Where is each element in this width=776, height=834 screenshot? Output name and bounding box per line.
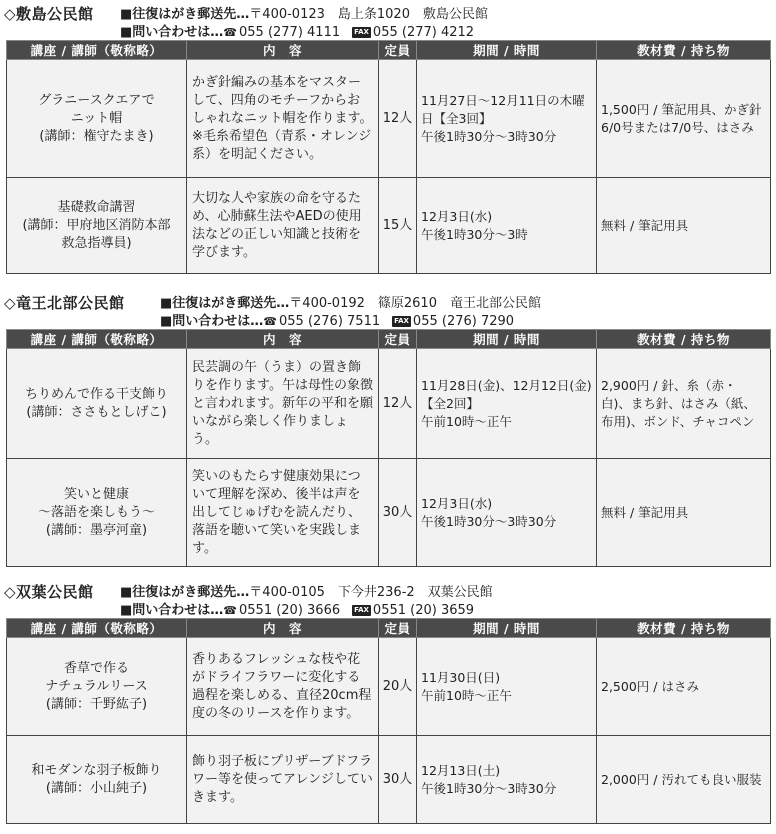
col-header-course: 講座 / 講師（敬称略） [7,619,187,638]
table-row [7,178,771,274]
col-header-content: 内 容 [187,330,379,349]
col-header-period: 期間 / 時間 [417,41,597,60]
course-table [6,329,771,567]
table-header-row [7,619,771,638]
phone-icon: ☎ [223,26,237,39]
period-cell: 11月28日(金)、12月12日(金)【全2回】 午前10時～正午 [417,349,597,459]
capacity-cell: 12人 [379,349,417,459]
capacity-cell: 30人 [379,459,417,567]
section-header [0,0,776,40]
inquiry-label: ■問い合わせは… [120,25,224,40]
section-ryuo-hokubu [0,289,776,556]
fee-cell: 無料 / 筆記用具 [597,459,771,567]
col-header-content: 内 容 [187,41,379,60]
fee-cell: 2,900円 / 針、糸（赤・白)、まち針、はさみ（紙、布用)、ボンド、チャコペン [597,349,771,459]
col-header-capacity: 定員 [379,41,417,60]
capacity-cell: 12人 [379,60,417,178]
inquiry-line [160,310,514,329]
fax-number: 055 (276) 7290 [412,314,515,329]
mail-address [120,581,493,600]
section-title: ◇双葉公民館 [4,583,94,601]
capacity-cell: 15人 [379,178,417,274]
col-header-period: 期間 / 時間 [417,330,597,349]
course-cell: グラニースクエアで ニット帽 (講師：権守たまき) [7,60,187,178]
table-row [7,736,771,824]
course-cell: 和モダンな羽子板飾り (講師：小山純子) [7,736,187,824]
col-header-course: 講座 / 講師（敬称略） [7,330,187,349]
inquiry-label: ■問い合わせは… [160,314,264,329]
course-table [6,40,771,274]
period-cell: 12月13日(土) 午後1時30分～3時30分 [417,736,597,824]
phone-icon: ☎ [223,604,237,617]
mail-label: ■往復はがき郵送先… [120,7,250,22]
course-table [6,618,771,824]
mail-label: ■往復はがき郵送先… [120,585,250,600]
fax-icon: FAX [354,606,369,614]
fee-cell: 2,500円 / はさみ [597,638,771,736]
content-cell: 飾り羽子板にプリザーブドフラワー等を使ってアレンジしていきます。 [187,736,379,824]
fee-cell: 1,500円 / 筆記用具、かぎ針6/0号または7/0号、はさみ [597,60,771,178]
capacity-cell: 30人 [379,736,417,824]
col-header-fee: 教材費 / 持ち物 [597,41,771,60]
content-cell: 民芸調の午（うま）の置き飾りを作ります。午は母性の象徴と言われます。新年の平和を願いながら楽しく作りましょう。 [187,349,379,459]
fax-number: 0551 (20) 3659 [372,603,475,618]
course-cell: 香草で作る ナチュラルリース (講師：千野紘子) [7,638,187,736]
col-header-fee: 教材費 / 持ち物 [597,619,771,638]
table-row [7,638,771,736]
tel-number: 055 (277) 4111 [239,25,341,40]
content-cell: かぎ針編みの基本をマスターして、四角のモチーフからおしゃれなニット帽を作ります。 ※毛糸希望色（青系・オレンジ系）を明記ください。 [187,60,379,178]
fee-cell: 2,000円 / 汚れても良い服装 [597,736,771,824]
mail-label: ■往復はがき郵送先… [160,296,290,311]
fax-icon: FAX [394,317,409,325]
period-cell: 11月30日(日) 午前10時～正午 [417,638,597,736]
inquiry-line [120,21,474,40]
phone-icon: ☎ [263,315,277,328]
table-row [7,349,771,459]
table-header-row [7,41,771,60]
col-header-capacity: 定員 [379,619,417,638]
section-futaba [0,578,776,805]
course-cell: 笑いと健康 ～落語を楽しもう～ (講師：墨亭河童) [7,459,187,567]
mail-address-text: 〒400-0105 下今井236-2 双葉公民館 [249,585,493,600]
course-cell: 基礎救命講習 (講師：甲府地区消防本部 救急指導員) [7,178,187,274]
col-header-course: 講座 / 講師（敬称略） [7,41,187,60]
period-cell: 12月3日(水) 午後1時30分～3時 [417,178,597,274]
table-row [7,459,771,567]
course-cell: ちりめんで作る干支飾り (講師：ささもとしげこ) [7,349,187,459]
tel-number: 0551 (20) 3666 [239,603,341,618]
mail-address [160,292,541,311]
section-title: ◇敷島公民館 [4,5,94,23]
period-cell: 12月3日(水) 午後1時30分～3時30分 [417,459,597,567]
table-row [7,60,771,178]
period-cell: 11月27日～12月11日の木曜日【全3回】 午後1時30分～3時30分 [417,60,597,178]
mail-address [120,3,488,22]
fax-number: 055 (277) 4212 [372,25,475,40]
content-cell: 大切な人や家族の命を守るため、心肺蘇生法やAEDの使用法などの正しい知識と技術を学びます。 [187,178,379,274]
col-header-period: 期間 / 時間 [417,619,597,638]
table-header-row [7,330,771,349]
capacity-cell: 20人 [379,638,417,736]
inquiry-line [120,599,474,618]
mail-address-text: 〒400-0123 島上条1020 敷島公民館 [249,7,488,22]
section-header [0,289,776,329]
fee-cell: 無料 / 筆記用具 [597,178,771,274]
content-cell: 笑いのもたらす健康効果について理解を深め、後半は声を出してじゅげむを読んだり、落語を聴いて笑いを実践します。 [187,459,379,567]
inquiry-label: ■問い合わせは… [120,603,224,618]
content-cell: 香りあるフレッシュな枝や花がドライフラワーに変化する過程を楽しめる、直径20cm程度の冬のリースを作ります。 [187,638,379,736]
section-header [0,578,776,618]
col-header-capacity: 定員 [379,330,417,349]
col-header-content: 内 容 [187,619,379,638]
mail-address-text: 〒400-0192 篠原2610 竜王北部公民館 [289,296,541,311]
section-shikishima [0,0,776,260]
section-title: ◇竜王北部公民館 [4,294,125,312]
col-header-fee: 教材費 / 持ち物 [597,330,771,349]
tel-number: 055 (276) 7511 [279,314,381,329]
fax-icon: FAX [354,28,369,36]
